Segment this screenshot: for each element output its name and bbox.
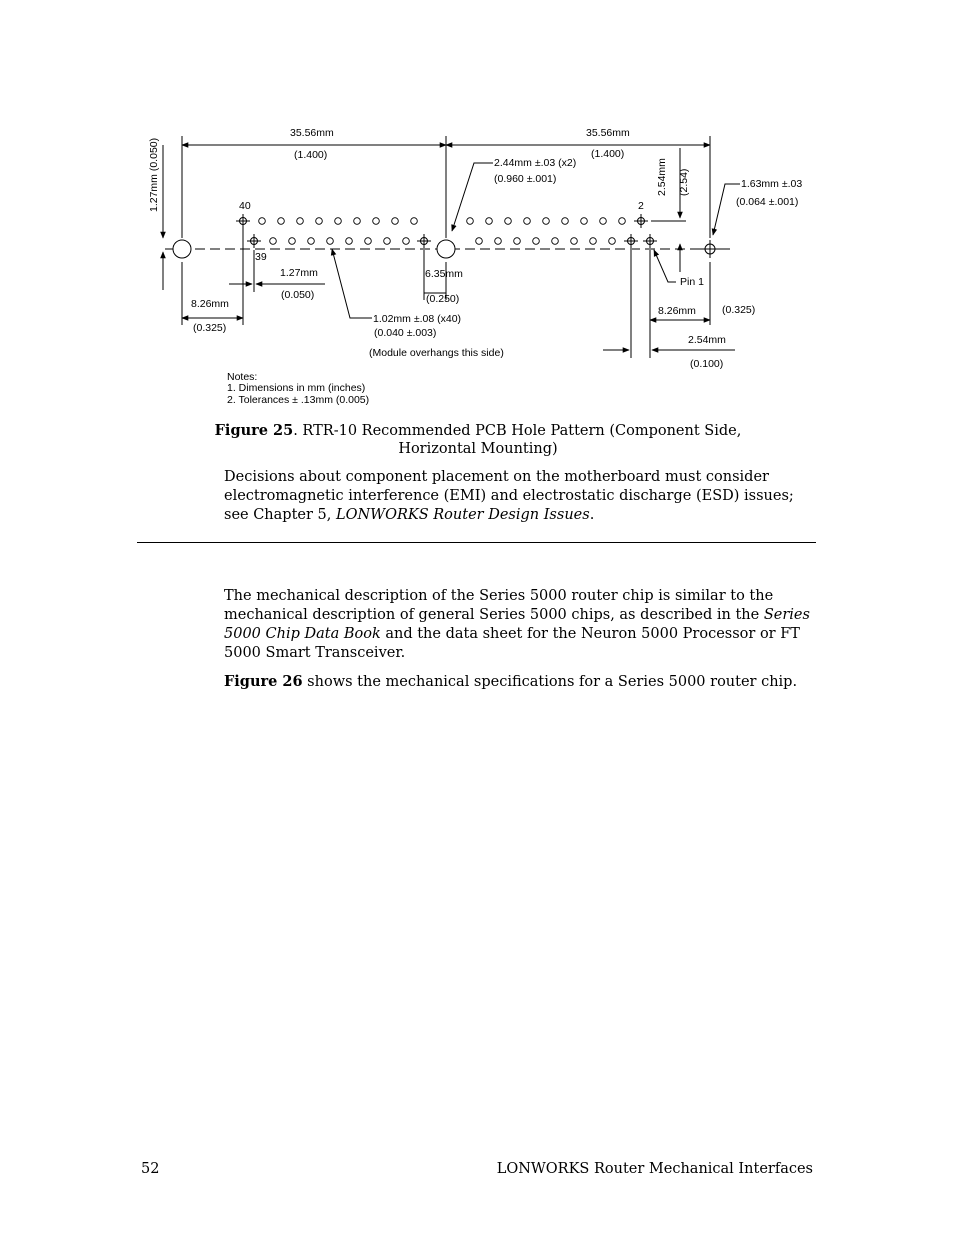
- pin-1-label: Pin 1: [680, 276, 704, 288]
- notes-item-1: 1. Dimensions in mm (inches): [227, 382, 366, 394]
- pin-hole: [467, 218, 474, 225]
- pin-hole: [533, 238, 540, 245]
- figure-caption-text: . RTR-10 Recommended PCB Hole Pattern (Component Side, Horizontal Mounting): [293, 423, 742, 457]
- notes-item-2: 2. Tolerances ± .13mm (0.005): [227, 394, 370, 406]
- chapter-reference: LONWORKS Router Design Issues: [335, 507, 590, 523]
- pin-hole: [392, 218, 399, 225]
- svg-text:(0.100): (0.100): [690, 358, 724, 370]
- pin-hole: [327, 238, 334, 245]
- pin-hole: [278, 218, 285, 225]
- dim-row-gap: 2.54mm: [688, 334, 726, 346]
- dim-right-vert: 2.54mm: [656, 158, 668, 196]
- svg-text:(0.325): (0.325): [722, 304, 756, 316]
- pin-hole: [373, 218, 380, 225]
- overhang-note: (Module overhangs this side): [369, 347, 504, 359]
- pin-hole: [411, 218, 418, 225]
- pin-hole: [365, 238, 372, 245]
- dim-small-hole: 1.02mm ±.08 (x40): [373, 313, 462, 325]
- data-book-reference: Series 5000 Chip Data Book: [224, 607, 810, 642]
- mounting-hole-center: [437, 240, 455, 258]
- pin-hole: [514, 238, 521, 245]
- pin-hole: [297, 218, 304, 225]
- svg-text:(1.400): (1.400): [294, 149, 328, 161]
- pin-2-label: 2: [638, 200, 644, 212]
- dim-right-margin: 8.26mm: [658, 305, 696, 317]
- pin-hole: [600, 218, 607, 225]
- svg-text:(2.54): (2.54): [678, 168, 690, 196]
- pin-hole: [552, 238, 559, 245]
- mounting-hole-left: [173, 240, 191, 258]
- paragraph-emi: Decisions about component placement on the motherboard must consider electromagnetic interference (EMI) and electrostatic discharge (ESD) issues; see Chapter 5, LONWORKS Router Design Issues.: [224, 469, 794, 523]
- pin-hole: [476, 238, 483, 245]
- svg-text:(0.040 ±.003): (0.040 ±.003): [374, 327, 437, 339]
- svg-text:(0.325): (0.325): [193, 322, 227, 334]
- pin-hole: [590, 238, 597, 245]
- figure-label: Figure 25: [214, 422, 294, 439]
- dim-right-hole: 1.63mm ±.03: [741, 178, 803, 190]
- pin-hole: [403, 238, 410, 245]
- pin-hole: [308, 238, 315, 245]
- pin-hole: [505, 218, 512, 225]
- dim-top-left: 35.56mm: [290, 127, 334, 139]
- running-footer-title: LONWORKS Router Mechanical Interfaces: [496, 1161, 813, 1177]
- page-number: 52: [141, 1161, 160, 1177]
- svg-text:(0.064 ±.001): (0.064 ±.001): [736, 196, 799, 208]
- pin-hole: [524, 218, 531, 225]
- pin-hole: [259, 218, 266, 225]
- pin-hole: [581, 218, 588, 225]
- pin-hole: [335, 218, 342, 225]
- pin-hole: [619, 218, 626, 225]
- notes-title: Notes:: [227, 371, 258, 383]
- dim-left-margin: 8.26mm: [191, 298, 229, 310]
- svg-text:(0.960 ±.001): (0.960 ±.001): [494, 173, 557, 185]
- pin-hole: [346, 238, 353, 245]
- dim-top-right: 35.56mm: [586, 127, 630, 139]
- paragraph-figure26: Figure 26 shows the mechanical specifications for a Series 5000 router chip.: [224, 673, 798, 690]
- dim-big-hole: 2.44mm ±.03 (x2): [494, 157, 577, 169]
- pin-hole: [354, 218, 361, 225]
- section-divider: [137, 542, 816, 543]
- pin-hole: [289, 238, 296, 245]
- pin-hole: [562, 218, 569, 225]
- dim-pitch-vertical: 1.27mm (0.050): [148, 137, 160, 212]
- pin-hole: [609, 238, 616, 245]
- dim-pitch: 1.27mm: [280, 267, 318, 279]
- svg-text:(0.050): (0.050): [281, 289, 315, 301]
- pin-hole: [543, 218, 550, 225]
- paragraph-mechanical: The mechanical description of the Series 5000 router chip is similar to the mechanical description of general Series 5000 chips, as described in the Series 5000 Chip Data Book and the data sheet for the Neuron 5000 Processor or FT 5000 Smart Transceiver.: [224, 588, 810, 661]
- figure-caption: [178, 422, 778, 458]
- pin-hole: [486, 218, 493, 225]
- pin-40-label: 40: [239, 200, 251, 212]
- pin-39-label: 39: [255, 251, 267, 263]
- pin-hole: [384, 238, 391, 245]
- svg-text:(0.250): (0.250): [426, 293, 460, 305]
- figure-26-link: Figure 26: [224, 673, 303, 690]
- pin-hole: [495, 238, 502, 245]
- pcb-hole-pattern-diagram: [0, 0, 954, 420]
- pin-hole: [270, 238, 277, 245]
- dim-offset: 6.35mm: [425, 268, 463, 280]
- svg-text:(1.400): (1.400): [591, 148, 625, 160]
- pin-hole: [316, 218, 323, 225]
- pin-hole: [571, 238, 578, 245]
